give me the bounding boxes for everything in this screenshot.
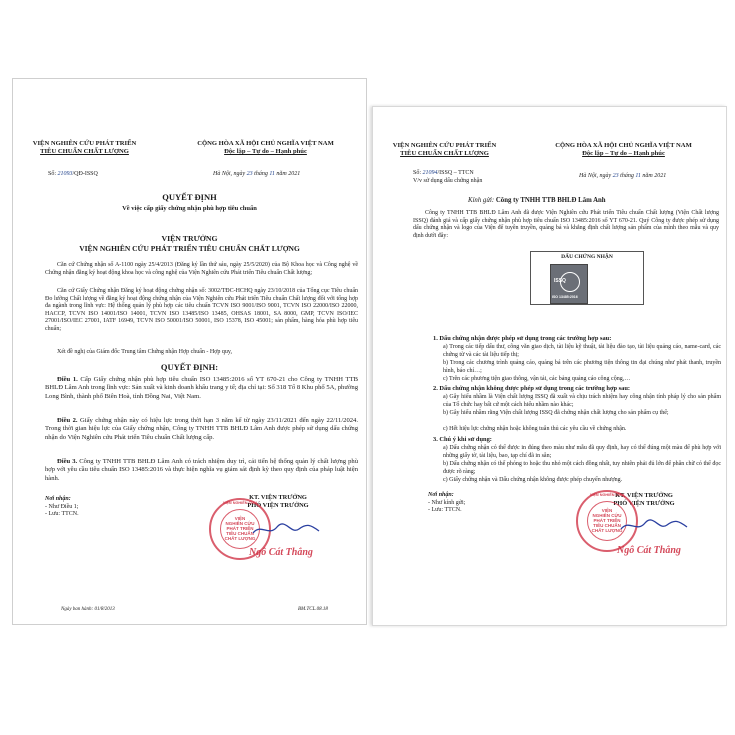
footer-form-code: BM.TCL.08.18 (298, 607, 328, 612)
date-year: năm 2021 (276, 171, 301, 177)
article-1-text: Cấp Giấy chứng nhận phù hợp tiêu chuẩn ISO 13485:2016 số YT 670-21 cho Công ty TNHH TTB BHLĐ Lâm Anh trong lĩnh vực: Sản xuất và kinh doanh khẩu trang y tế; địa chỉ tại: Số 318 Tổ 8 Khu phố 5A, phường Long Bình, thành phố Biên Hoà, tỉnh Đồng Nai, Việt Nam. (45, 376, 359, 400)
handwritten-signature-icon (619, 515, 689, 535)
section-2-item-a: a) Gây hiểu nhầm là Viện chất lượng ISSQ đã xuất và chịu trách nhiệm hay công nhận tính pháp lý cho sản phẩm của Tổ chức hay bất cứ một cách hiểu nhầm nào khác; (443, 394, 721, 408)
authority-title: VIỆN TRƯỞNG (161, 234, 218, 243)
section-1-title: 1. Dấu chứng nhận được phép sử dụng trong các trường hợp sau: (433, 335, 612, 342)
right-recipients (428, 492, 465, 515)
org-name-line1: VIỆN NGHIÊN CỨU PHÁT TRIỂN (32, 140, 137, 147)
article-2 (45, 417, 358, 442)
nation-motto: Độc lập – Tự do – Hạnh phúc (224, 148, 307, 155)
left-nation-header (163, 140, 368, 156)
doc-number-handwritten: 21093 (57, 171, 73, 177)
section-1-item-b: b) Trong các chương trình quảng cáo, quảng bá trên các phương tiện thông tin đại chúng như phát thanh, truyền hình, báo chí…; (443, 360, 721, 374)
left-date-line (213, 171, 300, 179)
stamp-line4: TIÊU CHUẨN (593, 523, 621, 528)
right-doc-number (413, 170, 474, 178)
stamp-line4: TIÊU CHUẨN (226, 531, 254, 536)
article-3 (45, 458, 358, 483)
doc-number-handwritten: 21094 (422, 170, 438, 176)
article-3-text: Công ty TNHH TTB BHLĐ Lâm Anh có trách nhiệm duy trì, cải tiến hệ thống quản lý chất lượng phù hợp với yêu cầu tiêu chuẩn ISO 13485:2016 và thực hiện nghĩa vụ giám sát định kỳ theo quy định của pháp luật hiện hành. (45, 458, 359, 482)
org-name-line2: TIÊU CHUẨN CHẤT LƯỢNG (400, 150, 489, 157)
doc-number-suffix: /QĐ-ISSQ (72, 171, 98, 177)
section-3-item-c: c) Giấy chứng nhận và Dấu chứng nhận không được phép chuyển nhượng. (443, 477, 623, 483)
date-month: 11 (269, 171, 275, 177)
stamp-line3: PHÁT TRIỂN (226, 526, 254, 531)
article-1 (45, 376, 358, 401)
article-1-label: Điều 1. (57, 376, 78, 383)
section-3-title: 3. Chú ý khi sử dụng: (433, 436, 492, 443)
recipient-1: - Như Điều 1; (45, 503, 79, 510)
letter-subject: V/v sử dụng dấu chứng nhận (413, 178, 483, 184)
section-1-item-a: a) Trong các tiếp dấu thư, công văn giao dịch, tài liệu kỹ thuật, tài liệu đào tạo, tài liệu quảng cáo, name-card, các chứng từ và các tài liệu tiếp thị; (443, 344, 721, 358)
doc-number-label: Số: (413, 170, 422, 176)
issq-logo-icon (550, 264, 588, 304)
certification-mark-letter-page (372, 106, 727, 626)
stamp-line2: NGHIÊN CỨU (225, 521, 255, 526)
addressee-label: Kính gửi: (468, 197, 495, 204)
section-2-item-b: b) Gây hiểu nhầm rằng Viện chất lượng ISSQ đã chứng nhận chất lượng cho sản phẩm cụ thể; (443, 410, 669, 416)
recipients-title: Nơi nhận: (45, 496, 71, 502)
stamp-ring-text: VIỆN NGHIÊN CỨU (222, 501, 258, 505)
date-year: năm 2021 (642, 173, 667, 179)
date-month-label: tháng (254, 171, 268, 177)
stamp-line5: CHẤT LƯỢNG (224, 536, 256, 541)
section-1-item-c: c) Trên các phương tiện giao thông, vận tải, các bảng quảng cáo công cộng,… (443, 376, 631, 382)
decision-title: QUYẾT ĐỊNH (162, 192, 217, 202)
recipients-title: Nơi nhận: (428, 492, 454, 498)
left-recipients (45, 496, 79, 519)
sign-role-2: PHÓ VIỆN TRƯỞNG (247, 502, 309, 509)
stamp-line5: CHẤT LƯỢNG (591, 528, 623, 533)
org-name-line1: VIỆN NGHIÊN CỨU PHÁT TRIỂN (392, 142, 497, 149)
org-name-line2: TIÊU CHUẨN CHẤT LƯỢNG (40, 148, 129, 155)
date-prefix: Hà Nội, ngày (213, 171, 246, 177)
date-day: 23 (246, 171, 253, 177)
date-day: 23 (612, 173, 619, 179)
doc-number-suffix: /ISSQ – TTCN (437, 170, 474, 176)
basis-paragraph-3: Xét đề nghị của Giám đốc Trung tâm Chứng nhận Hợp chuẩn - Hợp quy, (57, 349, 233, 355)
sign-role-1: KT. VIỆN TRƯỞNG (249, 494, 307, 501)
sign-role-1: KT. VIỆN TRƯỞNG (615, 492, 673, 499)
section-3-item-b: b) Dấu chứng nhận có thể phóng to hoặc thu nhỏ một cách đồng nhất, tuy nhiên phải đủ lớn để phân chữ có thể đọc được rõ ràng; (443, 461, 721, 475)
section-2-item-c: c) Hết hiệu lực chứng nhận hoặc không tuân thủ các yêu cầu về chứng nhận. (443, 426, 627, 432)
basis-paragraph-1: Căn cứ Chứng nhận số A-1100 ngày 25/4/2013 (Đăng ký lần thứ sáu, ngày 25/5/2020) của Bộ Khoa học và Công nghệ về Chứng nhận đăng ký hoạt động khoa học và công nghệ của Viện Nghiên cứu Phát triển Tiêu chuẩn Chất lượng; (45, 262, 358, 276)
stamp-line1: VIỆN (601, 508, 613, 513)
recipient-2: - Lưu: TTCN. (45, 511, 79, 517)
decide-heading: QUYẾT ĐỊNH: (160, 362, 219, 372)
authority-name: VIỆN NGHIÊN CỨU PHÁT TRIỂN TIÊU CHUẨN CHẤT LƯỢNG (79, 244, 300, 253)
right-date-line (579, 173, 666, 181)
doc-number-label: Số: (48, 171, 57, 177)
date-month: 11 (635, 173, 641, 179)
stamp-line1: VIỆN (234, 516, 246, 521)
nation-line1: CỘNG HÒA XÃ HỘI CHỦ NGHĨA VIỆT NAM (555, 142, 692, 149)
article-2-text: Giấy chứng nhận này có hiệu lực trong thời hạn 3 năm kể từ ngày 23/11/2021 đến ngày 22/11/2024. Trong thời gian hiệu lực của Giấy chứng nhận, Công ty TNHH TTB BHLĐ Lâm Anh được phép sử dụng dấu chứng nhận do Viện Nghiên cứu Phát triển Tiêu chuẩn Chất lượng cấp. (45, 417, 359, 441)
logo-standard: ISO 13485:2016 (552, 295, 578, 299)
logo-text: ISSQ (554, 278, 566, 284)
date-month-label: tháng (620, 173, 634, 179)
intro-paragraph: Công ty TNHH TTB BHLĐ Lâm Anh đã được Viện Nghiên cứu Phát triển Tiêu chuẩn Chất lượng (Viện Chất lượng ISSQ) đánh giá và cấp giấy chứng nhận phù hợp tiêu chuẩn ISO 13485:2016 số YT 670-21. Quý Công ty được phép sử dụng dấu chứng nhận và logo của Viện để tuyên truyền, quảng bá và khẳng định chất lượng sản phẩm của mình theo mẫu và quy định dưới đây: (413, 210, 719, 239)
nation-motto: Độc lập – Tự do – Hạnh phúc (582, 150, 665, 157)
decision-subtitle: Về việc cấp giấy chứng nhận phù hợp tiêu chuẩn (122, 205, 257, 212)
section-3-item-a: a) Dấu chứng nhận có thể được in đúng theo màu như mẫu đã quy định, hay có thể đúng một màu để phù hợp với những giấy tờ, tài liệu, bao, tạp chí đã in sẵn; (443, 445, 721, 459)
article-2-label: Điều 2. (57, 417, 78, 424)
stamp-ring-text: VIỆN NGHIÊN CỨU (589, 493, 625, 497)
recipient-2: - Lưu: TTCN. (428, 507, 462, 513)
stamp-line2: NGHIÊN CỨU (592, 513, 622, 518)
mark-title: DẤU CHỨNG NHẬN (561, 254, 613, 260)
signer-name: Ngô Cát Thắng (249, 547, 313, 558)
date-prefix: Hà Nội, ngày (579, 173, 612, 179)
right-org-header (377, 142, 512, 158)
left-doc-number (48, 171, 98, 179)
right-nation-header (521, 142, 726, 158)
sign-role-2: PHÓ VIỆN TRƯỞNG (613, 500, 675, 507)
certification-mark-box (530, 251, 644, 305)
article-3-label: Điều 3. (57, 458, 78, 465)
handwritten-signature-icon (251, 519, 321, 539)
addressee-line (468, 197, 606, 205)
nation-line1: CỘNG HÒA XÃ HỘI CHỦ NGHĨA VIỆT NAM (197, 140, 334, 147)
footer-issue-date: Ngày ban hành: 01/8/2013 (61, 607, 115, 612)
signer-name: Ngô Cát Thắng (617, 545, 681, 556)
decision-document-page (12, 78, 367, 625)
stamp-line3: PHÁT TRIỂN (593, 518, 621, 523)
addressee-name: Công ty TNHH TTB BHLĐ Lâm Anh (495, 197, 606, 204)
recipient-1: - Như kính gửi; (428, 499, 466, 506)
section-2-title: 2. Dấu chứng nhận không được phép sử dụng trong các trường hợp sau: (433, 385, 631, 392)
left-org-header (17, 140, 152, 156)
basis-paragraph-2: Căn cứ Giấy Chứng nhận Đăng ký hoạt động chứng nhận số: 3002/TĐC-HCHQ ngày 23/10/2018 của Tổng cục Tiêu chuẩn Đo lường Chất lượng về đăng ký hoạt động chứng nhận của Viện Nghiên cứu Phát triển Tiêu chuẩn Chất lượng đối với tổng hợp đa ngành trong lĩnh vực: Hệ thống quản lý phù hợp các tiêu chuẩn TCVN ISO 9001/ISO 9001, TCVN ISO 22000/ISO 22000, HACCP, TCVN ISO 14001/ISO 14001, TCVN ISO 13485/ISO 13485, OHSAS 18001, SA 8000, GMP, TCVN ISO/IEC 27001/ISO/IEC 27001, IATF 16949, TCVN ISO 50001/ISO 50001, ISO 15378, ISO 45001; sản phẩm, hàng hóa phù hợp tiêu chuẩn; (45, 288, 358, 332)
